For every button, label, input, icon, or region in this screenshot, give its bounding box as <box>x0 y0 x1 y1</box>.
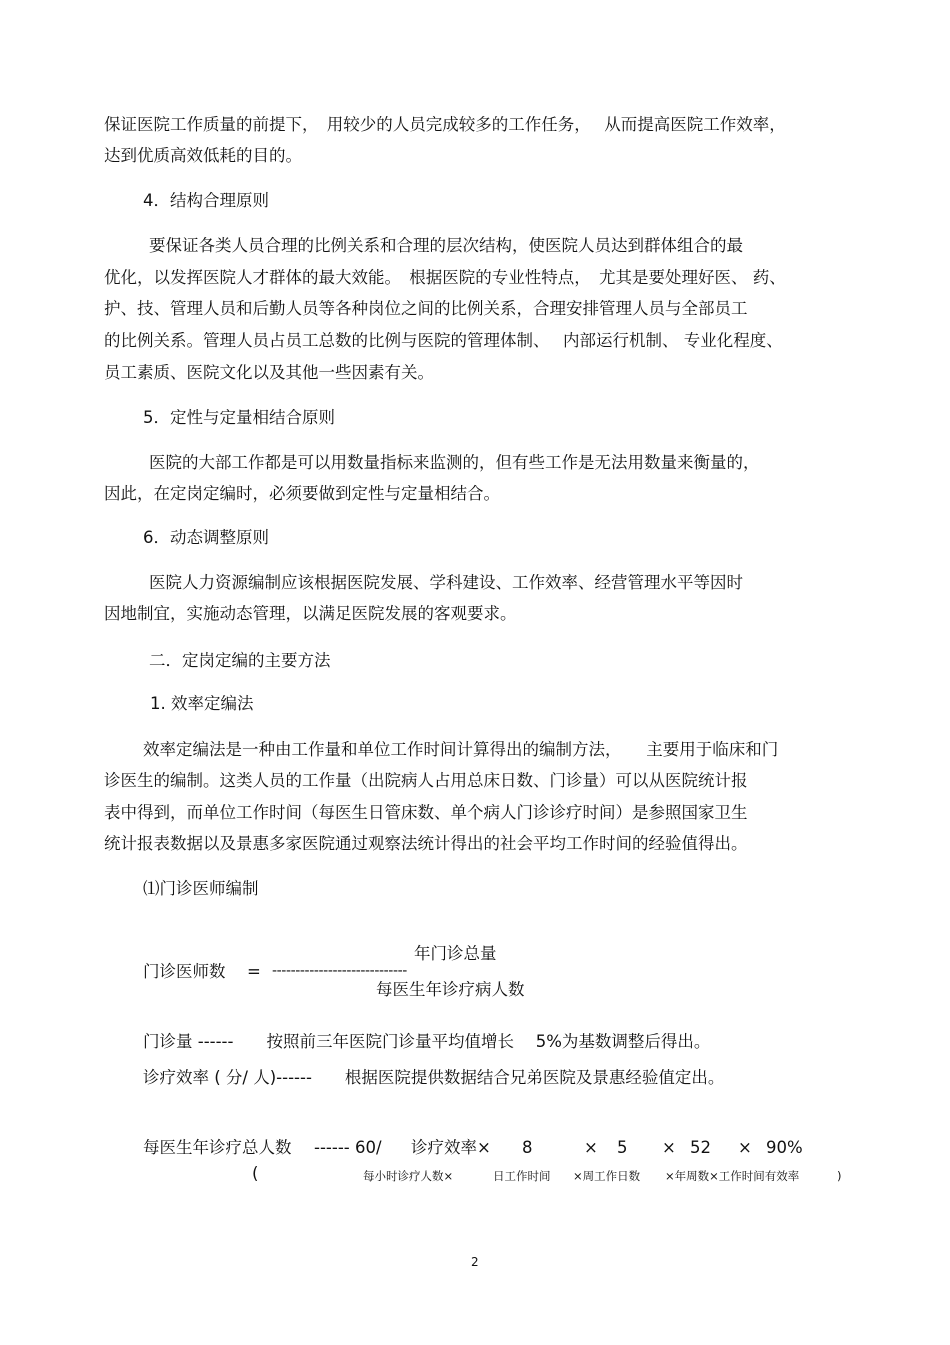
calc-paren-close: ) <box>837 1169 842 1183</box>
calc-times: × <box>584 1138 598 1157</box>
body-line: 员工素质、医院文化以及其他一些因素有关。 <box>104 363 434 382</box>
body-line: 效率定编法是一种由工作量和单位工作时间计算得出的编制方法， 主要用于临床和门 <box>143 740 779 759</box>
formula-fraction-bar: ----------------------------- <box>272 963 407 979</box>
item-heading: ⑴门诊医师编制 <box>143 879 259 898</box>
calc-caption: ×周工作日数 <box>573 1169 641 1183</box>
formula-equals: = <box>247 962 261 981</box>
calc-dashes: ------ 60/ <box>314 1138 382 1157</box>
calc-caption: 每小时诊疗人数× <box>363 1169 454 1183</box>
body-line: 的比例关系。管理人员占员工总数的比例与医院的管理体制、 内部运行机制、 专业化程度、 <box>104 331 783 350</box>
body-line: 因地制宜，实施动态管理，以满足医院发展的客观要求。 <box>104 604 517 623</box>
section-heading: 6．动态调整原则 <box>143 528 269 547</box>
calc-value: 90% <box>766 1138 803 1157</box>
body-line: 保证医院工作质量的前提下， 用较少的人员完成较多的工作任务， 从而提高医院工作效率， <box>104 115 786 134</box>
body-line: 医院人力资源编制应该根据医院发展、学科建设、工作效率、经营管理水平等因时 <box>149 573 743 592</box>
body-line: 因此，在定岗定编时，必须要做到定性与定量相结合。 <box>104 484 500 503</box>
section-heading: 5．定性与定量相结合原则 <box>143 408 335 427</box>
calc-caption: 日工作时间 <box>493 1169 551 1183</box>
section-heading: 二．定岗定编的主要方法 <box>149 651 331 670</box>
calc-times: × <box>738 1138 752 1157</box>
calc-value: 8 <box>522 1138 533 1157</box>
note-line: 诊疗效率 ( 分/ 人)------ 根据医院提供数据结合兄弟医院及景惠经验值定出。 <box>143 1068 725 1087</box>
body-line: 要保证各类人员合理的比例关系和合理的层次结构，使医院人员达到群体组合的最 <box>149 236 743 255</box>
calc-value: 52 <box>690 1138 711 1157</box>
subsection-heading: 1. 效率定编法 <box>150 694 254 713</box>
formula-numerator: 年门诊总量 <box>414 944 497 963</box>
note-line: 门诊量 ------ 按照前三年医院门诊量平均值增长 5%为基数调整后得出。 <box>143 1032 711 1051</box>
page-number: 2 <box>471 1255 479 1269</box>
calc-label: 每医生年诊疗总人数 <box>143 1138 292 1157</box>
body-line: 统计报表数据以及景惠多家医院通过观察法统计得出的社会平均工作时间的经验值得出。 <box>104 834 748 853</box>
formula-denominator: 每医生年诊疗病人数 <box>376 980 525 999</box>
section-heading: 4．结构合理原则 <box>143 191 269 210</box>
body-line: 优化，以发挥医院人才群体的最大效能。 根据医院的专业性特点， 尤其是要处理好医、 药、 <box>104 268 786 287</box>
calc-efficiency: 诊疗效率× <box>411 1138 491 1157</box>
body-line: 医院的大部工作都是可以用数量指标来监测的，但有些工作是无法用数量来衡量的， <box>149 453 760 472</box>
calc-paren-open: ( <box>252 1164 259 1183</box>
calc-caption: ×年周数×工作时间有效率 <box>665 1169 800 1183</box>
formula-lhs: 门诊医师数 <box>143 962 226 981</box>
calc-times: × <box>662 1138 676 1157</box>
body-line: 诊医生的编制。这类人员的工作量（出院病人占用总床日数、门诊量）可以从医院统计报 <box>104 771 748 790</box>
body-line: 表中得到，而单位工作时间（每医生日管床数、单个病人门诊诊疗时间）是参照国家卫生 <box>104 803 748 822</box>
body-line: 达到优质高效低耗的目的。 <box>104 146 302 165</box>
body-line: 护、技、管理人员和后勤人员等各种岗位之间的比例关系，合理安排管理人员与全部员工 <box>104 299 748 318</box>
calc-value: 5 <box>617 1138 628 1157</box>
